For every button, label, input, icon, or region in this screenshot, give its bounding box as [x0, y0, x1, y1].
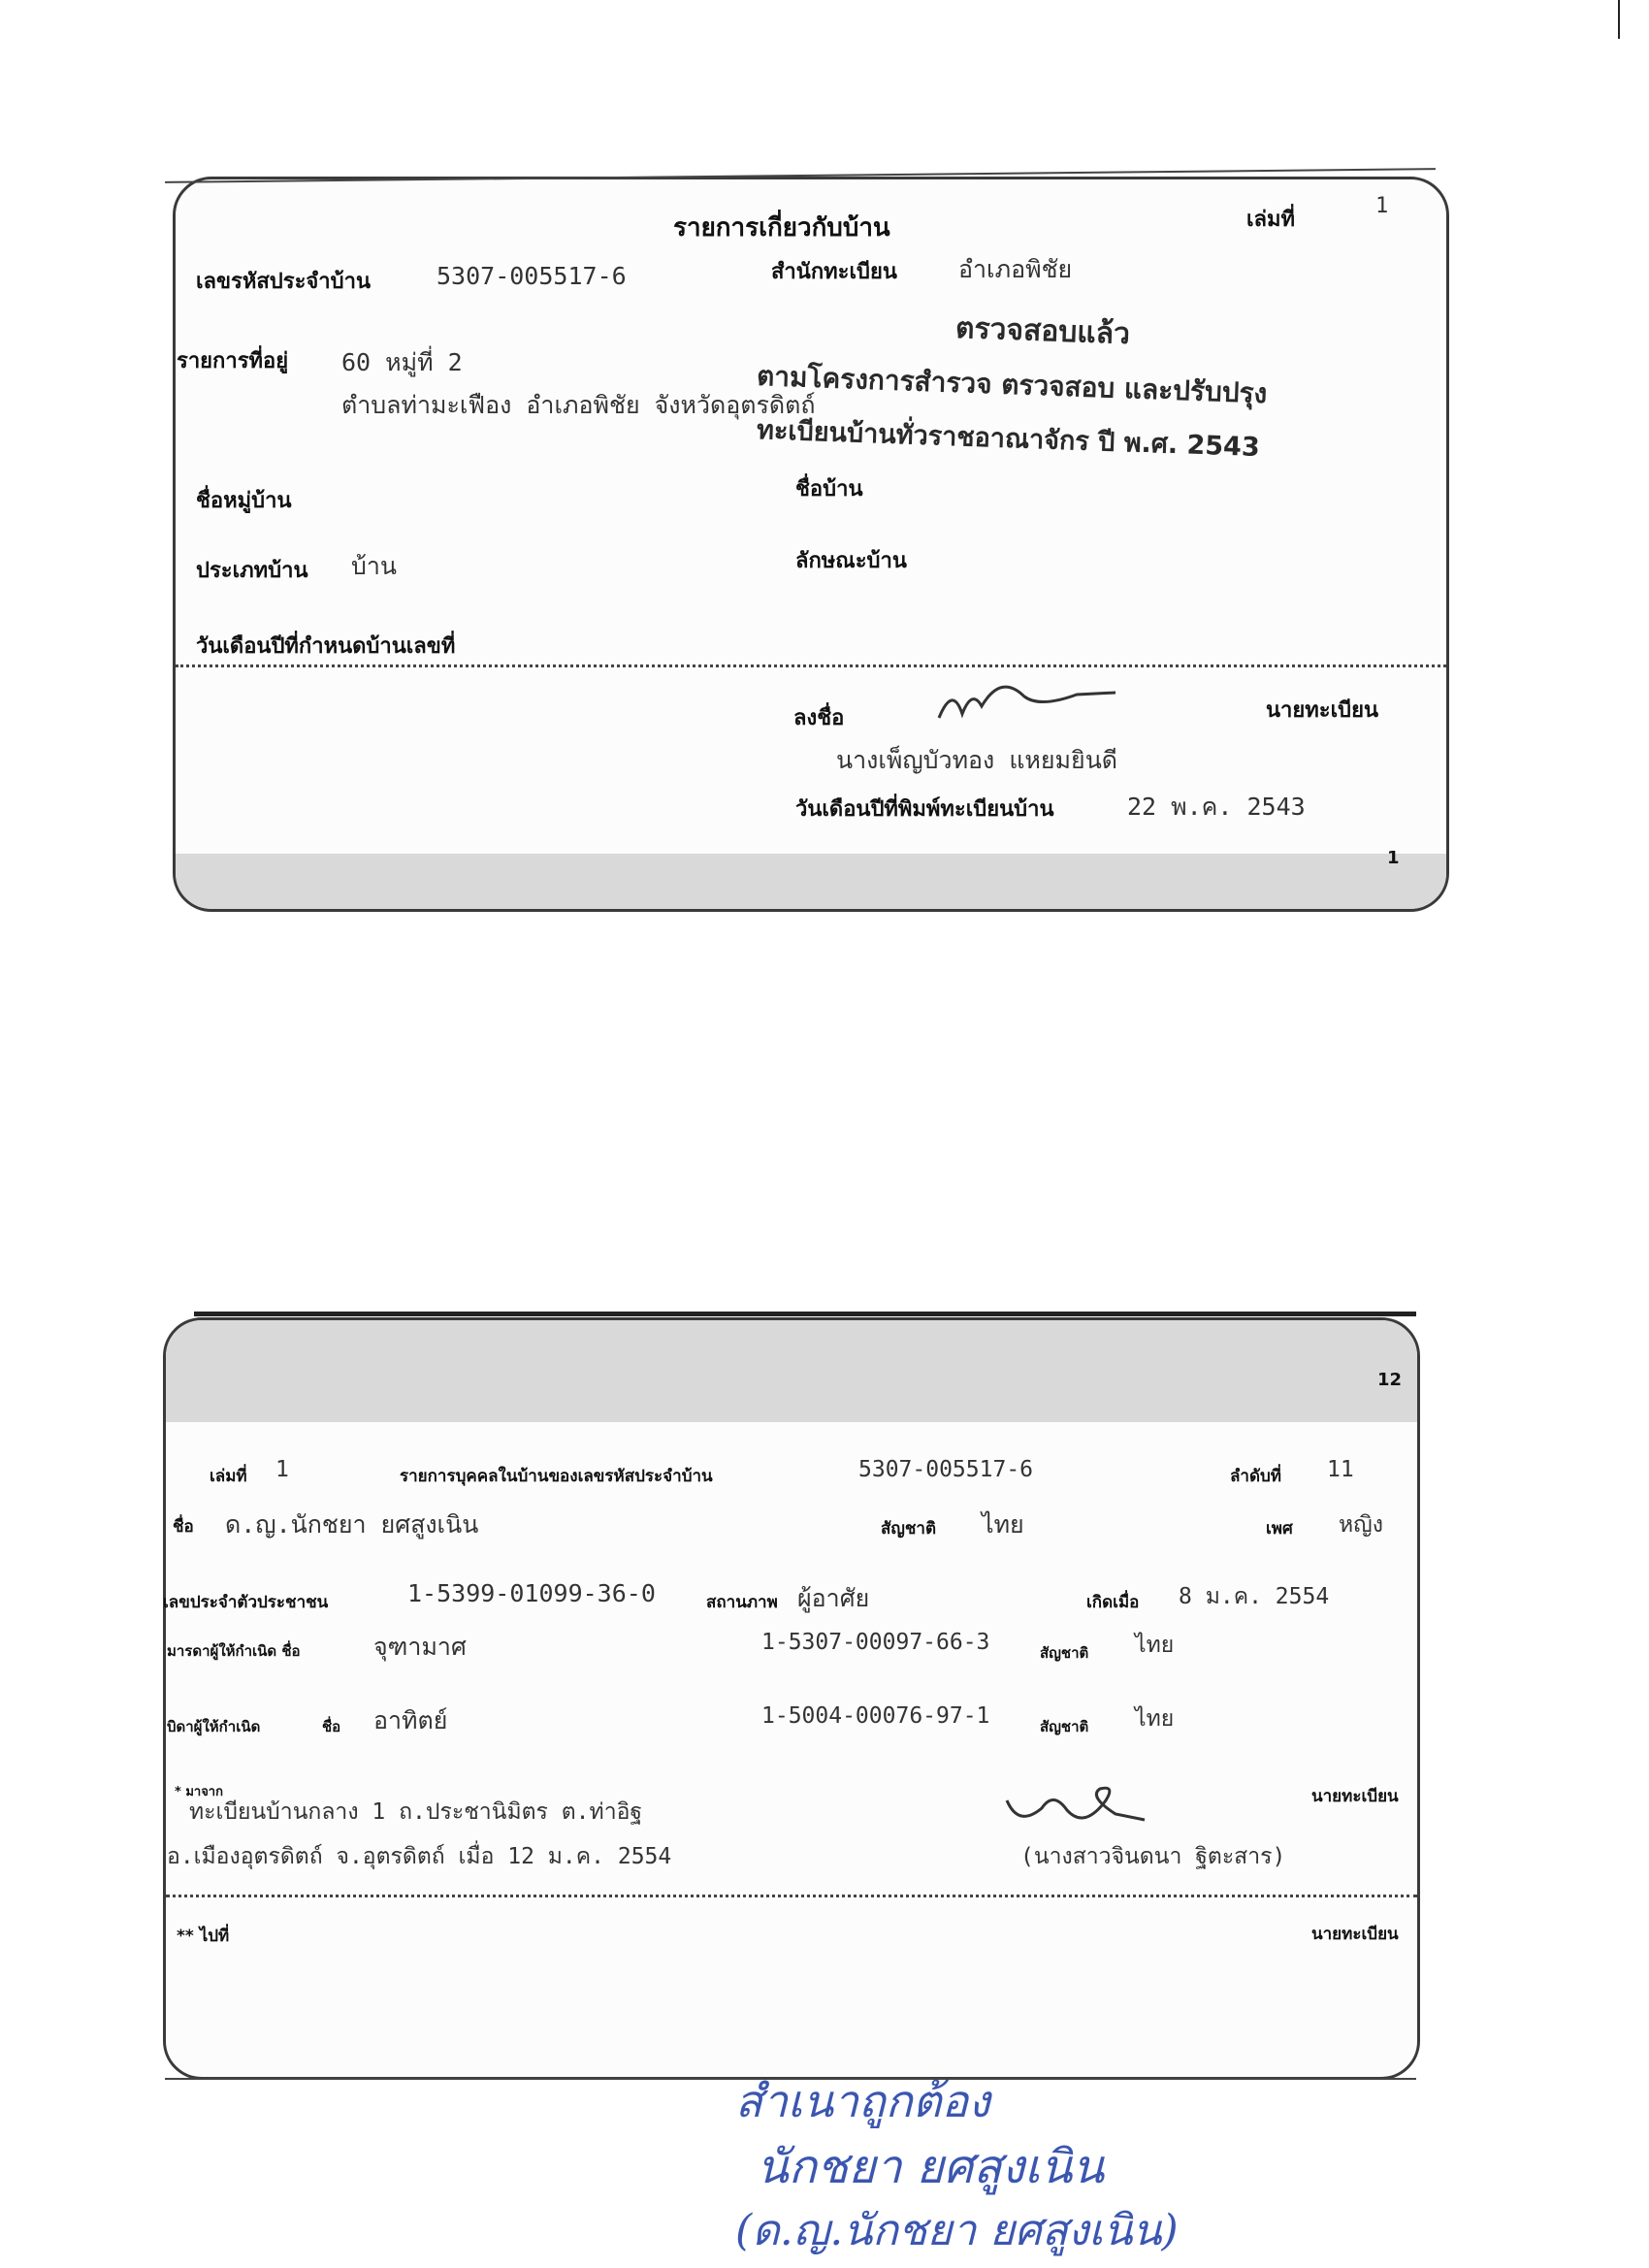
- office-value: อำเภอพิชัย: [958, 255, 1073, 283]
- father-label: บิดาผู้ให้กำเนิด: [167, 1718, 261, 1735]
- house-type-value: บ้าน: [351, 552, 397, 580]
- print-date-label: วันเดือนปีที่พิมพ์ทะเบียนบ้าน: [795, 797, 1054, 822]
- stamp-line1: ตรวจสอบแล้ว: [954, 310, 1131, 352]
- father-nationality-value: ไทย: [1135, 1706, 1175, 1732]
- house-type-label: ประเภทบ้าน: [196, 559, 308, 583]
- dotted-divider: [166, 1895, 1417, 1897]
- registrar-name: (นางสาวจินดนา ฐิตะสาร): [1020, 1844, 1286, 1869]
- address-line2: ตำบลท่ามะเฟือง อำเภอพิชัย จังหวัดอุตรดิตถ์: [341, 391, 816, 419]
- from-line1: ทะเบียนบ้านกลาง 1 ถ.ประชานิมิตร ต.ท่าอิฐ: [189, 1799, 643, 1825]
- certified-copy-handwriting: สำเนาถูกต้อง: [735, 2075, 990, 2127]
- nationality-label: สัญชาติ: [881, 1519, 936, 1539]
- name-label: ชื่อ: [173, 1517, 194, 1537]
- name-value: ด.ญ.นักชยา ยศสูงเนิน: [225, 1510, 479, 1539]
- book-value: 1: [275, 1457, 289, 1482]
- registrar-signature: [931, 667, 1125, 735]
- registrar-label: นายทะเบียน: [1266, 698, 1379, 723]
- dotted-divider: [176, 664, 1446, 667]
- house-char-label: ลักษณะบ้าน: [795, 549, 907, 573]
- card-title: รายการเกี่ยวกับบ้าน: [673, 213, 890, 243]
- persons-label: รายการบุคคลในบ้านของเลขรหัสประจำบ้าน: [400, 1467, 713, 1486]
- nationality-value: ไทย: [982, 1510, 1024, 1539]
- signature-name-handwriting: นักชยา ยศสูงเนิน: [757, 2140, 1105, 2194]
- address-label: รายการที่อยู่: [177, 349, 289, 373]
- book-label: เล่มที่: [210, 1467, 247, 1486]
- father-id: 1-5004-00076-97-1: [761, 1703, 990, 1729]
- card-shaded-band: [166, 1320, 1417, 1422]
- registrar-label-2: นายทะเบียน: [1311, 1925, 1399, 1944]
- to-label: ** ไปที่: [177, 1927, 230, 1946]
- card1-page-number: 1: [1387, 848, 1400, 868]
- sex-label: เพศ: [1266, 1519, 1293, 1539]
- citizen-id-value: 1-5399-01099-36-0: [407, 1579, 656, 1607]
- mother-label: มารดาผู้ให้กำเนิด ชื่อ: [167, 1642, 301, 1660]
- person-info-card: [163, 1317, 1420, 2080]
- order-label: ลำดับที่: [1230, 1467, 1282, 1486]
- print-date-value: 22 พ.ค. 2543: [1127, 793, 1306, 821]
- book-value: 1: [1375, 194, 1389, 218]
- stamp-line2: ตามโครงการสำรวจ ตรวจสอบ และปรับปรุง: [756, 359, 1268, 410]
- born-label: เกิดเมื่อ: [1086, 1593, 1140, 1612]
- father-name: อาทิตย์: [373, 1706, 448, 1734]
- citizen-id-label: เลขประจำตัวประชาชน: [163, 1593, 329, 1612]
- book-label: เล่มที่: [1246, 208, 1296, 232]
- mother-nationality-label: สัญชาติ: [1040, 1644, 1089, 1662]
- scan-edge-mark: [1618, 0, 1620, 39]
- from-label: * มาจาก: [175, 1785, 223, 1799]
- office-label: สำนักทะเบียน: [771, 260, 897, 284]
- father-nationality-label: สัญชาติ: [1040, 1718, 1089, 1735]
- mother-name: จุฑามาศ: [373, 1633, 467, 1661]
- sex-value: หญิง: [1339, 1512, 1383, 1538]
- mother-nationality-value: ไทย: [1135, 1633, 1175, 1658]
- date-assigned-label: วันเดือนปีที่กำหนดบ้านเลขที่: [196, 634, 456, 659]
- born-value: 8 ม.ค. 2554: [1179, 1584, 1330, 1609]
- order-value: 11: [1327, 1457, 1354, 1482]
- from-line2: อ.เมืองอุตรดิตถ์ จ.อุตรดิตถ์ เมื่อ 12 ม.ค. 2554: [167, 1844, 672, 1869]
- address-line1: 60 หมู่ที่ 2: [341, 348, 463, 376]
- status-value: ผู้อาศัย: [797, 1584, 870, 1612]
- house-id-value: 5307-005517-6: [436, 262, 627, 290]
- stamp-line3: ทะเบียนบ้านทั่วราชอาณาจักร ปี พ.ศ. 2543: [756, 414, 1261, 464]
- father-name-label: ชื่อ: [322, 1718, 341, 1735]
- village-label: ชื่อหมู่บ้าน: [196, 489, 292, 513]
- house-name-label: ชื่อบ้าน: [795, 477, 863, 502]
- registrar-label: นายทะเบียน: [1311, 1787, 1399, 1806]
- house-id-value: 5307-005517-6: [858, 1457, 1034, 1482]
- sign-label: ลงชื่อ: [793, 706, 845, 730]
- card-shaded-band: [176, 854, 1446, 912]
- card2-page-number: 12: [1377, 1370, 1403, 1390]
- status-label: สถานภาพ: [706, 1593, 778, 1612]
- printed-name-handwriting: (ด.ญ.นักชยา ยศสูงเนิน): [735, 2206, 1179, 2255]
- registrar-name: นางเพ็ญบัวทอง แหยมยินดี: [836, 746, 1118, 774]
- house-id-label: เลขรหัสประจำบ้าน: [196, 270, 371, 294]
- registrar-signature: [999, 1771, 1154, 1839]
- mother-id: 1-5307-00097-66-3: [761, 1630, 990, 1655]
- card-top-edge: [194, 1312, 1416, 1316]
